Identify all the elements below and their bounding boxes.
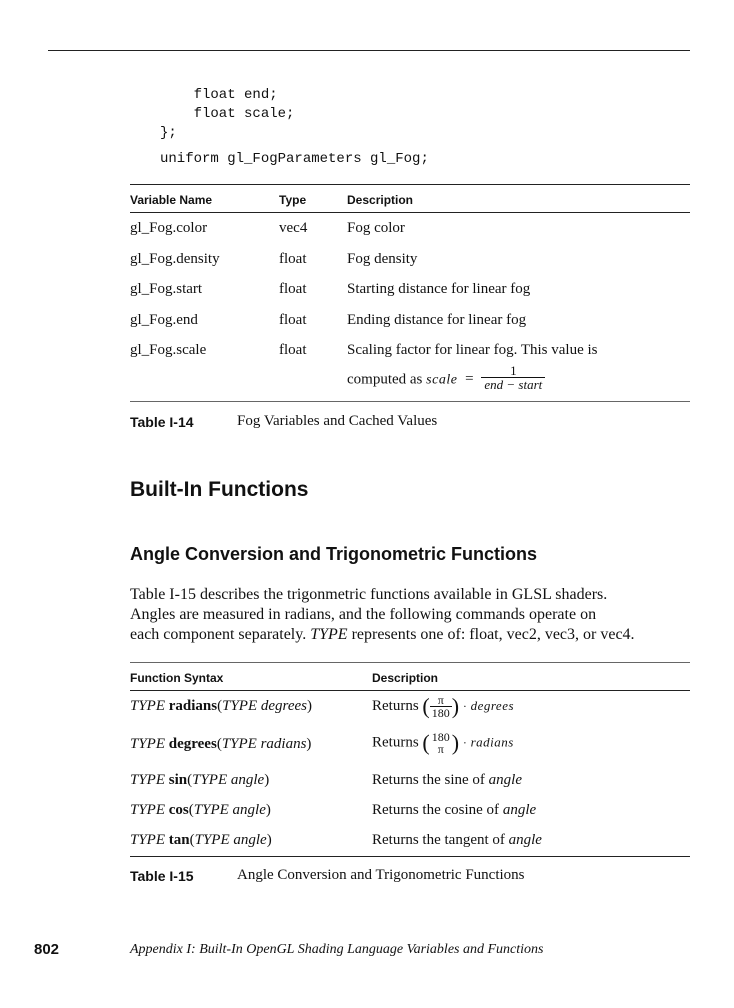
variable-description: Starting distance for linear fog (347, 281, 531, 297)
function-description: Returns ( $\frac{\pi}{180}$ ) · degrees (372, 693, 515, 720)
paragraph-line: Angles are measured in radians, and the following commands operate on (130, 606, 597, 623)
column-header-function-syntax: Function Syntax (130, 671, 224, 685)
table-top-rule (130, 662, 690, 663)
table-bottom-rule (130, 401, 690, 402)
formula-prefix: computed as (347, 371, 423, 388)
table-top-rule (130, 184, 690, 185)
body-paragraph (130, 585, 700, 645)
variable-description: Fog color (347, 220, 405, 236)
function-syntax: TYPE radians(TYPE degrees) (130, 698, 312, 714)
top-rule (48, 50, 690, 51)
table-caption-text: Fog Variables and Cached Values (237, 413, 438, 429)
column-header-description: Description (347, 193, 414, 207)
section-title: Built-In Functions (130, 478, 309, 501)
function-description: Returns the tangent of angle (372, 832, 542, 848)
page-number: 802 (34, 941, 60, 958)
paragraph-line: each component separately. TYPE represents one of: float, vec2, vec3, or vec4. (130, 626, 635, 643)
variable-name: gl_Fog.density (130, 251, 220, 267)
paragraph-line: Table I-15 describes the trigonmetric functions available in GLSL shaders. (130, 586, 608, 603)
variable-type: vec4 (279, 220, 308, 236)
table-caption-text: Angle Conversion and Trigonometric Functions (237, 867, 525, 883)
code-line: uniform gl_FogParameters gl_Fog; (160, 151, 429, 167)
formula-numerator: 1 (510, 363, 517, 378)
table-caption-label: Table I-14 (130, 414, 194, 430)
function-syntax: TYPE sin(TYPE angle) (130, 772, 270, 788)
table-caption-label: Table I-15 (130, 868, 194, 884)
scale-formula (347, 363, 545, 392)
variable-name: gl_Fog.color (130, 220, 208, 236)
function-description: Returns the sine of angle (372, 772, 522, 788)
column-header-type: Type (279, 193, 307, 207)
variable-name: gl_Fog.scale (130, 342, 207, 358)
code-line: float scale; (160, 106, 295, 122)
table-bottom-rule (130, 856, 690, 857)
variable-type: float (279, 312, 307, 328)
function-syntax: TYPE tan(TYPE angle) (130, 832, 272, 848)
function-syntax: TYPE cos(TYPE angle) (130, 802, 271, 818)
subsection-title: Angle Conversion and Trigonometric Functions (130, 544, 538, 564)
column-header-variable-name: Variable Name (130, 193, 213, 207)
variable-description: Ending distance for linear fog (347, 312, 527, 328)
function-description: Returns ( 180 π ) · radians (372, 730, 514, 756)
column-header-description: Description (372, 671, 439, 685)
variable-type: float (279, 342, 307, 358)
variable-type: float (279, 251, 307, 267)
code-line: }; (160, 125, 177, 141)
variable-description: Fog density (347, 251, 418, 267)
formula-fraction (481, 364, 545, 392)
formula-equals: = (465, 371, 474, 388)
table-header-rule (130, 690, 690, 691)
formula-lhs: scale (426, 372, 458, 388)
variable-name: gl_Fog.start (130, 281, 203, 297)
function-syntax: TYPE degrees(TYPE radians) (130, 736, 312, 752)
variable-name: gl_Fog.end (130, 312, 198, 328)
variable-type: float (279, 281, 307, 297)
formula-denominator: end − start (481, 377, 545, 392)
variable-description: Scaling factor for linear fog. This value is (347, 342, 598, 358)
code-line: float end; (160, 87, 278, 103)
running-footer-title: Appendix I: Built-In OpenGL Shading Language Variables and Functions (130, 942, 544, 957)
table-header-rule (130, 212, 690, 213)
function-description: Returns the cosine of angle (372, 802, 537, 818)
